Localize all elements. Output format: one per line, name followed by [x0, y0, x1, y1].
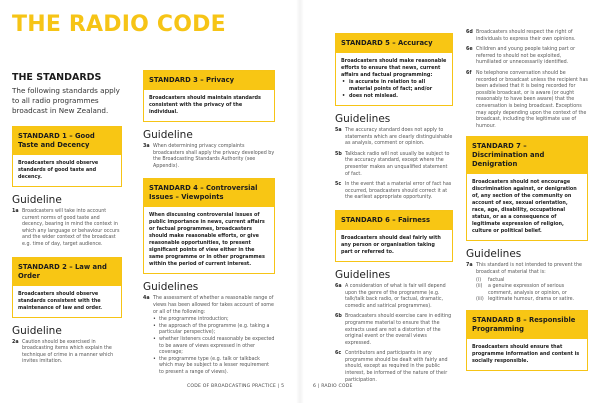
standard-7-guideline-heading: Guidelines	[466, 248, 522, 261]
standard-8-heading: STANDARD 8 – Responsible Programming	[467, 311, 587, 339]
guideline-number: 3a	[143, 144, 150, 149]
guideline-7a	[466, 263, 588, 276]
guideline-number: 7a	[466, 263, 473, 269]
guideline-5a	[335, 128, 453, 148]
page-gutter	[296, 0, 304, 403]
guideline-number: 5b	[335, 151, 342, 157]
standard-1-body: Broadcasters should observe standards of good taste and decency.	[18, 160, 99, 180]
standard-5-body-bullet: • does not mislead.	[341, 93, 447, 100]
standard-6-box	[335, 210, 453, 262]
standard-7-heading: STANDARD 7 – Discrimination and Denigration	[467, 137, 587, 174]
guideline-text: No telephone conversation should be recorded or broadcast unless the recipient has been advised that it is being recorded for possible broadcast, or is aware (or ought reasonably to have been aware) that the conversation is being broadcast. Exceptions may apply depending upon the context of the broadcast, including the legitimate use of humour.	[476, 70, 588, 129]
guideline-number: 4a	[143, 296, 150, 302]
roman-text: legitimate humour, drama or satire.	[488, 297, 575, 303]
standard-1-box	[12, 126, 122, 187]
guideline-3a	[143, 144, 275, 170]
guideline-text: Children and young people taking part or referred to should not be exploited, humiliated or unnecessarily identified.	[476, 47, 576, 66]
standard-2-guideline-heading: Guideline	[12, 324, 62, 337]
roman-text: a genuine expression of serious comment, analysis or opinion, or	[488, 284, 567, 296]
standard-2-heading: STANDARD 2 – Law and Order	[13, 258, 121, 286]
guideline-text: This standard is not intended to prevent the broadcast of material that is:	[476, 263, 582, 275]
guideline-4a	[143, 296, 275, 316]
standard-8-body: Broadcasters should ensure that programme information and content is socially responsible.	[472, 343, 580, 364]
standard-4-box	[143, 178, 275, 274]
standard-4-body: When discussing controversial issues of public importance in news, current affairs or factual programmes, broadcasters should make reasonable efforts, or give reasonable opportunities, to present significant points of view either in the same programme or in other programmes within the period of current interest.	[149, 212, 265, 268]
standard-5-body	[336, 53, 452, 105]
guideline-2a	[12, 340, 122, 366]
standard-1-guideline-heading: Guideline	[12, 194, 62, 206]
standard-4-heading: STANDARD 4 – Controversial Issues – Viewpoints	[144, 179, 274, 207]
standard-7-box	[466, 136, 588, 241]
guideline-text: Caution should be exercised in broadcasting items which explain the technique of crime in a manner which invites imitation.	[22, 339, 114, 365]
guideline-number: 6f	[466, 70, 472, 76]
guideline-number: 6e	[466, 47, 473, 53]
standard-6-heading: STANDARD 6 – Fairness	[336, 211, 452, 230]
standard-5-box	[335, 33, 453, 106]
guideline-6a	[335, 284, 453, 310]
standards-heading: THE STANDARDS	[12, 72, 102, 83]
standards-intro: The following standards apply to all radio programmes broadcast in New Zealand.	[12, 86, 120, 115]
guideline-1a	[12, 209, 122, 249]
guideline-7a-item	[466, 284, 588, 297]
roman-text: factual	[488, 277, 505, 283]
column-4	[466, 30, 588, 378]
guideline-text: In the event that a material error of fact has occurred, broadcasters should correct it at the earliest appropriate opportunity.	[345, 182, 452, 201]
guideline-4a-bullet: • the approach of the programme (e.g. taking a particular perspective);	[143, 324, 275, 337]
guideline-number: 1a	[12, 209, 19, 214]
standard-2-box	[12, 257, 122, 318]
standard-4-guideline-heading: Guidelines	[143, 281, 199, 294]
standard-3-heading: STANDARD 3 – Privacy	[144, 71, 274, 90]
standard-6-guideline-heading: Guidelines	[335, 268, 391, 281]
guideline-text: Broadcasters should respect the right of individuals to express their own opinions.	[476, 30, 576, 42]
guideline-7a-item	[466, 297, 588, 304]
document-title: THE RADIO CODE	[12, 12, 226, 37]
guideline-5b	[335, 152, 453, 178]
standard-2-body: Broadcasters should observe standards consistent with the maintenance of law and order.	[18, 290, 102, 311]
guideline-number: 6a	[335, 283, 342, 289]
guideline-text: Talkback radio will not usually be subject to the accuracy standard, except where the presenter makes an unqualified statement of fact.	[345, 151, 450, 177]
standard-7-body: Broadcasters should not encourage discrimination against, or denigration of, any section of the community on account of sex, sexual orientation, race, age, disability, occupational status, or as a consequence of legitimate expression of religion, culture or political belief.	[472, 179, 577, 235]
roman-numeral: (iii)	[476, 297, 484, 303]
column-3	[335, 33, 453, 388]
guideline-number: 6b	[335, 314, 342, 320]
guideline-text: The assessment of whether a reasonable range of views has been allowed for takes account of some or all of the following:	[153, 296, 274, 315]
footer-left-page-number: CODE OF BROADCASTING PRACTICE | 5	[187, 384, 285, 389]
standard-5-guideline-heading: Guidelines	[335, 113, 391, 125]
column-2	[143, 70, 275, 377]
roman-numeral: (ii)	[476, 284, 483, 290]
guideline-text: Contributors and participants in any programme should be dealt with fairly and should, except as required in the public interest, be informed of the nature of their participation.	[345, 351, 448, 383]
guideline-5c	[335, 182, 453, 202]
guideline-text: Broadcasters should exercise care in editing programme material to ensure that the extracts used are not a distortion of the original event or the overall views expressed.	[345, 314, 452, 346]
roman-numeral: (i)	[476, 277, 482, 283]
guideline-text: Broadcasters will take into account current norms of good taste and decency, bearing in mind the context in which any language or behaviour occurs and the wider context of the broadcast e.g. time of day, target audience.	[22, 209, 120, 247]
standard-5-body-bullet: • is accurate in relation to all material points of fact; and/or	[341, 79, 447, 93]
guideline-text: A consideration of what is fair will depend upon the genre of the programme (e.g. talk/talk back radio, or factual, dramatic, comedic and satirical programmes).	[345, 283, 446, 309]
standard-3-box	[143, 70, 275, 122]
guideline-number: 5a	[335, 128, 342, 133]
guideline-text: When determining privacy complaints broadcasters shall apply the privacy developed by the Broadcasting Standards Authority (see Appendix).	[153, 144, 275, 169]
guideline-6d	[466, 30, 588, 43]
guideline-number: 5c	[335, 182, 342, 188]
guideline-6b	[335, 314, 453, 347]
guideline-4a-bullet: • the programme type (e.g. talk or talkback which may be subject to a lesser requirement to present a range of views).	[143, 357, 275, 377]
guideline-4a-bullet: • the programme introduction;	[143, 317, 275, 324]
standard-8-box	[466, 310, 588, 371]
standard-5-body-list	[341, 79, 447, 100]
standard-5-body-text: Broadcasters should make reasonable efforts to ensure that news, current affairs and factual programming:	[341, 58, 447, 78]
standard-5-heading: STANDARD 5 – Accuracy	[336, 34, 452, 53]
guideline-number: 2a	[12, 339, 19, 345]
footer-right-page-number: 6 | RADIO CODE	[313, 384, 353, 389]
column-1	[12, 72, 122, 370]
guideline-text: The accuracy standard does not apply to statements which are clearly distinguishable as analysis, comment or opinion.	[345, 128, 453, 147]
guideline-number: 6d	[466, 30, 473, 35]
standard-3-guideline-heading: Guideline	[143, 129, 193, 141]
guideline-6e	[466, 47, 588, 67]
guideline-6c	[335, 351, 453, 384]
standard-1-heading: STANDARD 1 – Good Taste and Decency	[13, 127, 121, 155]
guideline-4a-bullet: • whether listeners could reasonably be expected to be aware of views expressed in other coverage;	[143, 337, 275, 357]
standard-3-body: Broadcasters should maintain standards consistent with the privacy of the individual.	[149, 95, 261, 115]
standard-6-body: Broadcasters should deal fairly with any person or organisation taking part or referred to.	[341, 234, 441, 255]
guideline-number: 6c	[335, 351, 342, 357]
guideline-6f	[466, 71, 588, 130]
